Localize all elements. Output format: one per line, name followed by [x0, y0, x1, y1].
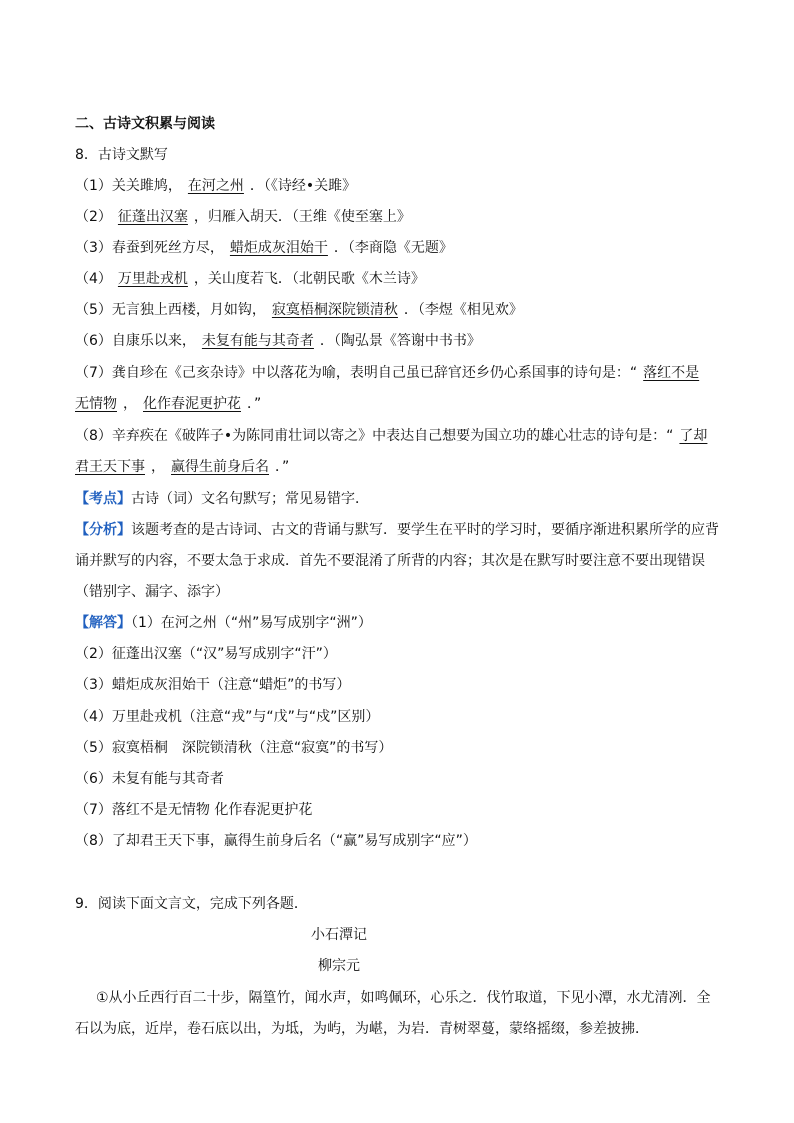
- item-text: ．（陶弘景《答谢中书书》: [319, 333, 481, 349]
- passage-paragraph-1-line-1: ①从小丘西行百二十步，隔篁竹，闻水声，如鸣佩环，心乐之．伐竹取道，下见小潭，水尤清冽．全: [96, 990, 711, 1006]
- item-text: ．（李商隐《无题》: [333, 240, 453, 256]
- answer-blank: 赢得生前身后名: [171, 459, 269, 475]
- item-text: （7）龚自珍在《己亥杂诗》中以落花为喻，表明自己虽已辞官还乡仍心系国事的诗句是：“: [75, 365, 638, 381]
- jieda-line-3: （3）蜡炬成灰泪始干（注意“蜡炬”的书写）: [75, 677, 351, 693]
- item-text: （4）: [75, 271, 112, 287]
- passage-author: 柳宗元: [318, 958, 360, 974]
- jieda-line-4: （4）万里赴戎机（注意“戎”与“戊”与“戍”区别）: [75, 709, 380, 725]
- kaodian: [75, 490, 369, 508]
- item-text: （5）无言独上西楼，月如钩，: [75, 302, 266, 318]
- q8-item-6: [75, 332, 481, 350]
- fenxi-line-3: （错别字、漏字、添字）: [75, 584, 229, 600]
- kaodian-text: 古诗（词）文名句默写；常见易错字．: [131, 491, 369, 507]
- fenxi-line-2: 诵并默写的内容，不要太急于求成．首先不要混淆了所背的内容；其次是在默写时要注意不要出现错误: [75, 553, 705, 569]
- answer-blank: 化作春泥更护花: [143, 396, 241, 412]
- item-text: （1）关关雎鸠，: [75, 178, 182, 194]
- item-text: （8）辛弃疾在《破阵子•为陈同甫壮词以寄之》中表达自己想要为国立功的雄心壮志的诗句是：“: [75, 428, 674, 444]
- answer-blank: 君王天下事: [75, 459, 145, 475]
- q8-item-7-line-2: [75, 395, 261, 413]
- answer-blank: 了却: [679, 428, 708, 444]
- jieda-line-7: （7）落红不是无情物 化作春泥更护花: [75, 802, 313, 818]
- q8-item-5: [75, 301, 523, 319]
- jieda-line-2: （2）征蓬出汉塞（“汉”易写成别字“汗”）: [75, 646, 337, 662]
- answer-blank: 寂寞梧桐深院锁清秋: [271, 302, 398, 318]
- fenxi-line-1: [75, 521, 719, 539]
- fenxi-tag: 【分析】: [75, 522, 131, 538]
- question-8-label: 8．古诗文默写: [75, 147, 168, 163]
- q8-item-7-line-1: [75, 364, 705, 382]
- q8-item-1: [75, 177, 356, 195]
- answer-blank: 落红不是: [643, 365, 700, 381]
- item-text: （3）春蚕到死丝方尽，: [75, 240, 224, 256]
- q8-item-8-line-1: [75, 427, 713, 445]
- answer-blank: 万里赴戎机: [117, 271, 188, 287]
- question-9-label: 9．阅读下面文言文，完成下列各题．: [75, 896, 308, 912]
- section-title: 二、古诗文积累与阅读: [75, 116, 215, 132]
- passage-title: 小石潭记: [311, 927, 367, 943]
- item-text: ，归雁入胡天．（王维《使至塞上》: [193, 209, 411, 225]
- item-text: （2）: [75, 209, 112, 225]
- jieda-line-6: （6）未复有能与其奇者: [75, 771, 224, 787]
- fenxi-text: 该题考查的是古诗词、古文的背诵与默写．要学生在平时的学习时，要循序渐进积累所学的应背: [131, 522, 719, 538]
- item-text: ．”: [275, 459, 290, 475]
- jieda-line-5: （5）寂寞梧桐 深院锁清秋（注意“寂寞”的书写）: [75, 740, 393, 756]
- answer-blank: 未复有能与其奇者: [201, 333, 314, 349]
- kaodian-tag: 【考点】: [75, 491, 131, 507]
- item-text: ，: [151, 459, 165, 475]
- jieda-line-1: [75, 614, 372, 632]
- q8-item-2: [75, 208, 411, 226]
- item-text: ，: [123, 396, 137, 412]
- answer-blank: 蜡炬成灰泪始干: [229, 240, 328, 256]
- q8-item-3: [75, 239, 453, 257]
- jieda-text: （1）在河之州（“州”易写成别字“洲”）: [131, 615, 372, 631]
- jieda-tag: 【解答】: [75, 615, 131, 631]
- item-text: （6）自康乐以来，: [75, 333, 196, 349]
- item-text: ，关山度若飞．（北朝民歌《木兰诗》: [193, 271, 425, 287]
- answer-blank: 在河之州: [187, 178, 244, 194]
- item-text: ．（《诗经•关雎》: [249, 178, 357, 194]
- q8-item-8-line-2: [75, 458, 289, 476]
- jieda-line-8: （8）了却君王天下事，赢得生前身后名（“赢”易写成别字“应”）: [75, 833, 477, 849]
- q8-item-4: [75, 270, 425, 288]
- item-text: ．”: [247, 396, 262, 412]
- answer-blank: 无情物: [75, 396, 117, 412]
- passage-paragraph-1-line-2: 石以为底，近岸，卷石底以出，为坻，为屿，为嵁，为岩．青树翠蔓，蒙络摇缀，参差披拂．: [75, 1021, 649, 1037]
- item-text: ．（李煜《相见欢》: [403, 302, 523, 318]
- answer-blank: 征蓬出汉塞: [117, 209, 188, 225]
